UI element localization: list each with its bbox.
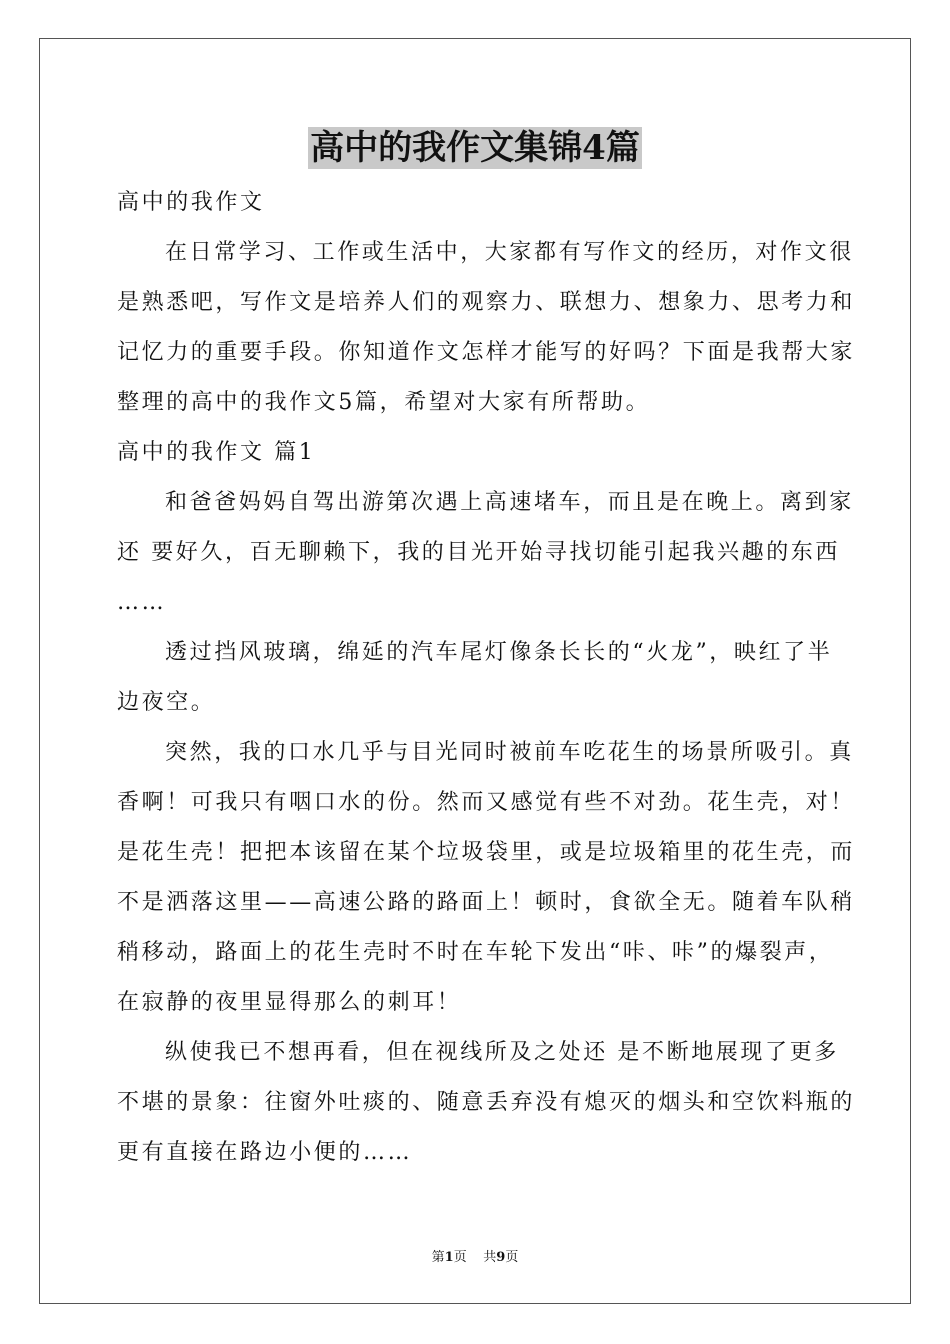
text-line: 香啊！可我只有咽口水的份。然而又感觉有些不对劲。花生壳，对！ [117,790,856,815]
page-suffix: 页 [453,1250,467,1265]
text-line: 在寂静的夜里显得那么的刺耳！ [117,990,462,1015]
text-line: 记忆力的重要手段。你知道作文怎样才能写的好吗？下面是我帮大家 [117,340,856,365]
page-prefix: 第 [431,1250,445,1265]
title-wrap [0,127,950,169]
text-line: 不是洒落这里——高速公路的路面上！顿时，食欲全无。随着车队稍 [117,890,856,915]
total-prefix: 共 [483,1250,497,1265]
text-line: …… [117,590,167,615]
text-line: 是花生壳！把把本该留在某个垃圾袋里，或是垃圾箱里的花生壳，而 [117,840,856,865]
total-suffix: 页 [505,1250,519,1265]
total-pages: 9 [496,1250,506,1265]
text-line: 还 要好久，百无聊赖下，我的目光开始寻找切能引起我兴趣的东西 [117,540,840,565]
text-line: 在日常学习、工作或生活中，大家都有写作文的经历，对作文很 [165,240,854,265]
text-line: 稍移动，路面上的花生壳时不时在车轮下发出“咔、咔”的爆裂声， [117,940,834,965]
text-line: 和爸爸妈妈自驾出游第次遇上高速堵车，而且是在晚上。离到家 [165,490,854,515]
text-line: 高中的我作文 篇1 [117,440,316,465]
page-footer [0,1246,950,1265]
text-line: 是熟悉吧，写作文是培养人们的观察力、联想力、想象力、思考力和 [117,290,856,315]
text-line: 高中的我作文 [117,190,265,215]
text-line: 突然，我的口水几乎与目光同时被前车吃花生的场景所吸引。真 [165,740,854,765]
text-line: 透过挡风玻璃，绵延的汽车尾灯像条长长的“火龙”，映红了半 [165,640,833,665]
document-body [117,178,856,1178]
text-line: 不堪的景象：往窗外吐痰的、随意丢弃没有熄灭的烟头和空饮料瓶的 [117,1090,856,1115]
text-line: 更有直接在路边小便的…… [117,1140,413,1165]
text-line: 边夜空。 [117,690,216,715]
text-line: 整理的高中的我作文5篇，希望对大家有所帮助。 [117,390,651,415]
document-title: 高中的我作文集锦4篇 [310,128,640,168]
text-line: 纵使我已不想再看，但在视线所及之处还 是不断地展现了更多 [165,1040,839,1065]
page-number: 1 [444,1250,454,1265]
